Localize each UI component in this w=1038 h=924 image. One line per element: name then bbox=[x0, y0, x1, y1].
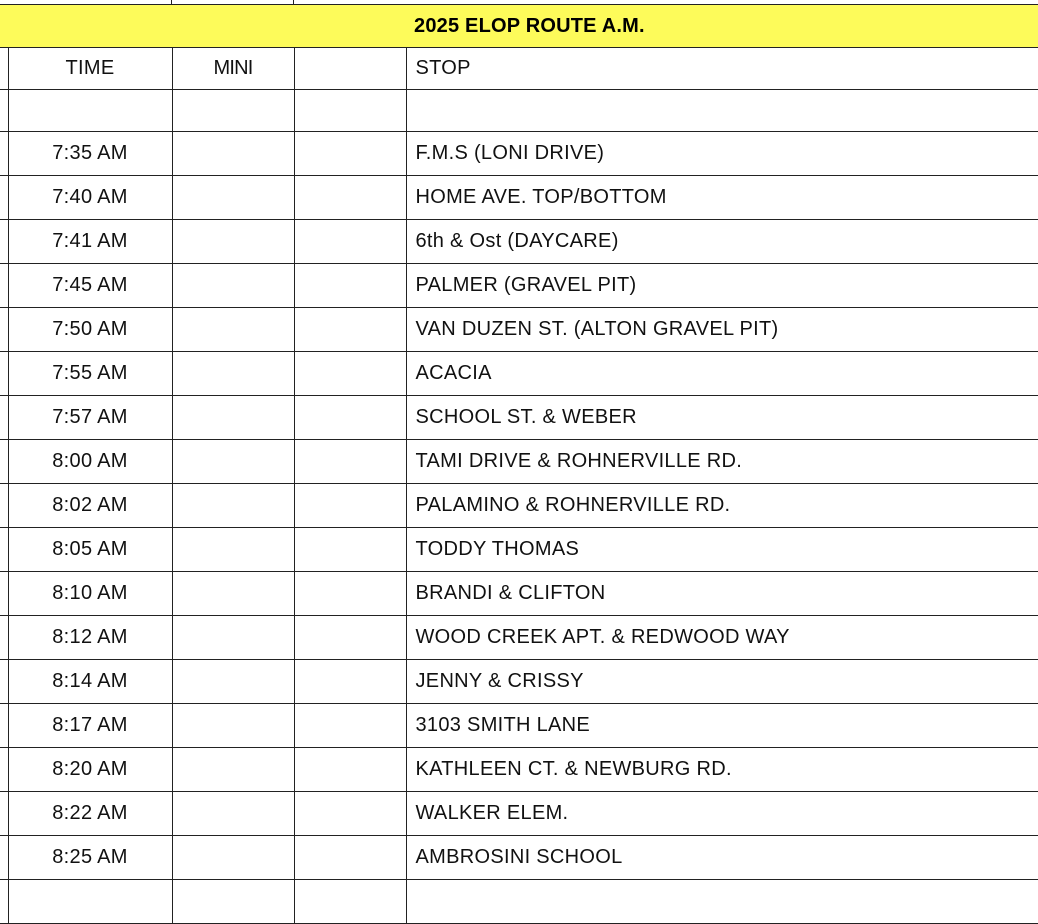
blank-header bbox=[294, 48, 406, 90]
route-title: 2025 ELOP ROUTE A.M. bbox=[414, 15, 645, 37]
stop-cell: WALKER ELEM. bbox=[406, 792, 1038, 836]
stop-cell: HOME AVE. TOP/BOTTOM bbox=[406, 176, 1038, 220]
stop-cell: AMBROSINI SCHOOL bbox=[406, 836, 1038, 880]
empty-cell bbox=[172, 880, 294, 924]
row-margin-cell bbox=[0, 528, 8, 572]
blank-cell bbox=[294, 660, 406, 704]
time-cell: 7:41 AM bbox=[8, 220, 172, 264]
stop-cell: F.M.S (LONI DRIVE) bbox=[406, 132, 1038, 176]
empty-cell bbox=[294, 90, 406, 132]
empty-cell bbox=[294, 880, 406, 924]
empty-cell bbox=[406, 880, 1038, 924]
table-row bbox=[0, 176, 1038, 220]
blank-cell bbox=[294, 220, 406, 264]
table-row bbox=[0, 792, 1038, 836]
mini-cell bbox=[172, 440, 294, 484]
table-row bbox=[0, 308, 1038, 352]
mini-cell bbox=[172, 396, 294, 440]
column-tick bbox=[293, 0, 294, 4]
stop-cell: VAN DUZEN ST. (ALTON GRAVEL PIT) bbox=[406, 308, 1038, 352]
table-row bbox=[0, 660, 1038, 704]
stop-cell: TAMI DRIVE & ROHNERVILLE RD. bbox=[406, 440, 1038, 484]
row-margin-cell bbox=[0, 48, 8, 90]
mini-cell bbox=[172, 748, 294, 792]
time-cell: 7:45 AM bbox=[8, 264, 172, 308]
row-margin-cell bbox=[0, 880, 8, 924]
blank-cell bbox=[294, 704, 406, 748]
mini-cell bbox=[172, 616, 294, 660]
stop-cell: PALMER (GRAVEL PIT) bbox=[406, 264, 1038, 308]
row-margin-cell bbox=[0, 616, 8, 660]
row-margin-cell bbox=[0, 264, 8, 308]
time-cell: 8:12 AM bbox=[8, 616, 172, 660]
blank-cell bbox=[294, 440, 406, 484]
mini-cell bbox=[172, 352, 294, 396]
row-margin-cell bbox=[0, 792, 8, 836]
title-banner bbox=[0, 5, 1038, 48]
table-row bbox=[0, 748, 1038, 792]
mini-cell bbox=[172, 176, 294, 220]
stop-cell: BRANDI & CLIFTON bbox=[406, 572, 1038, 616]
row-margin-cell bbox=[0, 660, 8, 704]
stop-cell: SCHOOL ST. & WEBER bbox=[406, 396, 1038, 440]
time-cell: 8:10 AM bbox=[8, 572, 172, 616]
row-margin-cell bbox=[0, 308, 8, 352]
table-row bbox=[0, 220, 1038, 264]
mini-cell bbox=[172, 836, 294, 880]
empty-cell bbox=[8, 90, 172, 132]
blank-cell bbox=[294, 132, 406, 176]
table-row bbox=[0, 572, 1038, 616]
table-row bbox=[0, 352, 1038, 396]
row-margin-cell bbox=[0, 748, 8, 792]
row-margin-cell bbox=[0, 836, 8, 880]
mini-cell bbox=[172, 704, 294, 748]
row-margin-cell bbox=[0, 440, 8, 484]
mini-header: MINI bbox=[172, 48, 294, 90]
row-margin-cell bbox=[0, 396, 8, 440]
blank-cell bbox=[294, 264, 406, 308]
time-cell: 8:02 AM bbox=[8, 484, 172, 528]
time-cell: 7:40 AM bbox=[8, 176, 172, 220]
stop-cell: KATHLEEN CT. & NEWBURG RD. bbox=[406, 748, 1038, 792]
mini-cell bbox=[172, 792, 294, 836]
row-margin-cell bbox=[0, 572, 8, 616]
header-row bbox=[0, 48, 1038, 90]
row-margin-cell bbox=[0, 132, 8, 176]
row-margin-cell bbox=[0, 220, 8, 264]
mini-cell bbox=[172, 308, 294, 352]
table-row bbox=[0, 396, 1038, 440]
blank-cell bbox=[294, 836, 406, 880]
table-row bbox=[0, 704, 1038, 748]
time-cell: 8:25 AM bbox=[8, 836, 172, 880]
blank-cell bbox=[294, 616, 406, 660]
time-cell: 7:50 AM bbox=[8, 308, 172, 352]
blank-cell bbox=[294, 396, 406, 440]
mini-cell bbox=[172, 660, 294, 704]
empty-cell bbox=[172, 90, 294, 132]
row-margin-cell bbox=[0, 352, 8, 396]
mini-cell bbox=[172, 484, 294, 528]
stop-cell: JENNY & CRISSY bbox=[406, 660, 1038, 704]
blank-cell bbox=[294, 792, 406, 836]
empty-cell bbox=[8, 880, 172, 924]
blank-cell bbox=[294, 748, 406, 792]
stop-cell: 3103 SMITH LANE bbox=[406, 704, 1038, 748]
mini-cell bbox=[172, 264, 294, 308]
time-cell: 8:20 AM bbox=[8, 748, 172, 792]
row-margin-cell bbox=[0, 484, 8, 528]
row-margin-cell bbox=[0, 176, 8, 220]
spacer-row bbox=[0, 90, 1038, 132]
table-row bbox=[0, 132, 1038, 176]
table-row bbox=[0, 440, 1038, 484]
blank-cell bbox=[294, 484, 406, 528]
empty-cell bbox=[406, 90, 1038, 132]
mini-cell bbox=[172, 220, 294, 264]
blank-cell bbox=[294, 176, 406, 220]
row-margin-cell bbox=[0, 704, 8, 748]
table-row bbox=[0, 264, 1038, 308]
time-cell: 7:55 AM bbox=[8, 352, 172, 396]
table-row bbox=[0, 616, 1038, 660]
stop-cell: TODDY THOMAS bbox=[406, 528, 1038, 572]
blank-cell bbox=[294, 308, 406, 352]
mini-cell bbox=[172, 528, 294, 572]
route-table bbox=[0, 48, 1038, 924]
time-cell: 8:14 AM bbox=[8, 660, 172, 704]
table-row bbox=[0, 528, 1038, 572]
row-margin-cell bbox=[0, 90, 8, 132]
stop-cell: 6th & Ost (DAYCARE) bbox=[406, 220, 1038, 264]
time-cell: 7:35 AM bbox=[8, 132, 172, 176]
stop-cell: PALAMINO & ROHNERVILLE RD. bbox=[406, 484, 1038, 528]
blank-cell bbox=[294, 572, 406, 616]
stop-cell: ACACIA bbox=[406, 352, 1038, 396]
table-row bbox=[0, 836, 1038, 880]
mini-cell bbox=[172, 572, 294, 616]
trailing-row bbox=[0, 880, 1038, 924]
time-header: TIME bbox=[8, 48, 172, 90]
time-cell: 7:57 AM bbox=[8, 396, 172, 440]
stop-header: STOP bbox=[406, 48, 1038, 90]
blank-cell bbox=[294, 352, 406, 396]
time-cell: 8:00 AM bbox=[8, 440, 172, 484]
column-tick bbox=[171, 0, 172, 4]
time-cell: 8:05 AM bbox=[8, 528, 172, 572]
time-cell: 8:22 AM bbox=[8, 792, 172, 836]
time-cell: 8:17 AM bbox=[8, 704, 172, 748]
blank-cell bbox=[294, 528, 406, 572]
table-row bbox=[0, 484, 1038, 528]
mini-cell bbox=[172, 132, 294, 176]
stop-cell: WOOD CREEK APT. & REDWOOD WAY bbox=[406, 616, 1038, 660]
